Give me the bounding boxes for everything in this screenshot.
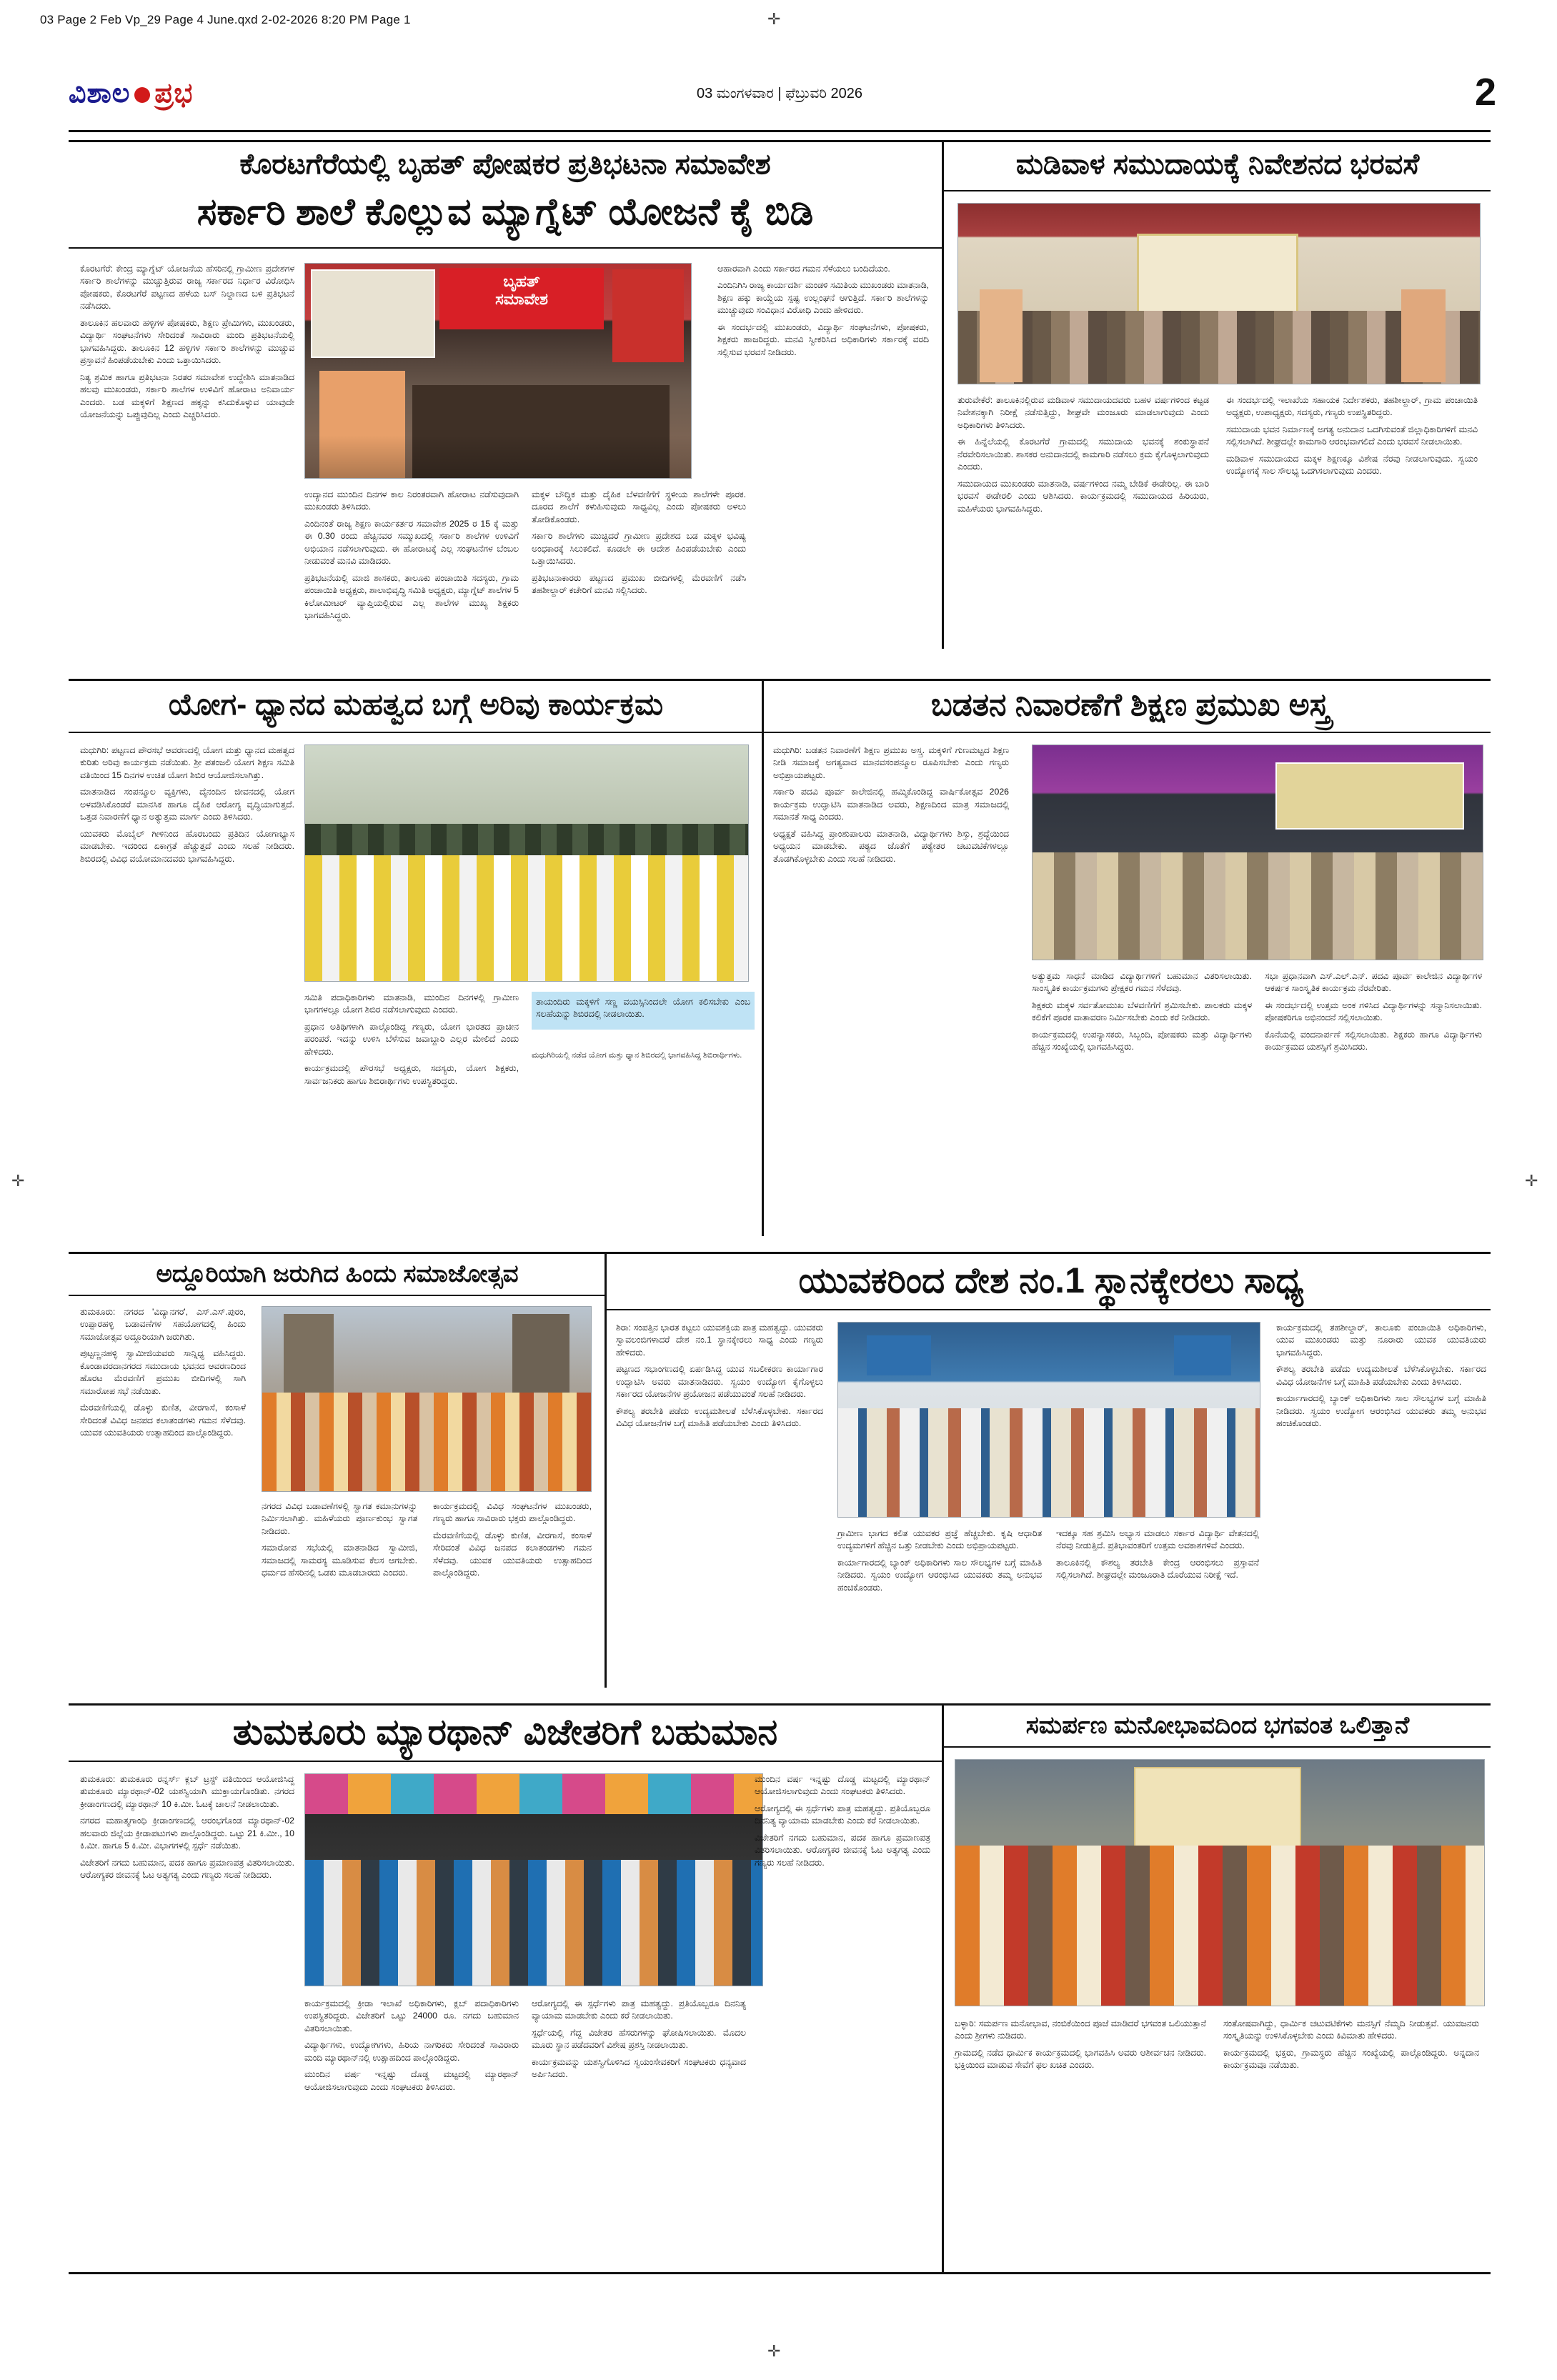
divider-top-4 bbox=[69, 1703, 1491, 1706]
a2-headline: ಮಡಿವಾಳ ಸಮುದಾಯಕ್ಕೆ ನಿವೇಶನದ ಭರವಸೆ bbox=[1015, 149, 1420, 180]
a4-c2-p2: ಶಿಕ್ಷಕರು ಮಕ್ಕಳ ಸರ್ವತೋಮುಖ ಬೆಳವಣಿಗೆಗೆ ಶ್ರಮಿಸಬೇಕು. ಪಾಲಕರು ಮಕ್ಕಳ ಕಲಿಕೆಗೆ ಪೂರಕ ವಾತಾವರಣ ನಿರ್ಮಿಸಬೇಕು ಎಂದು ಕರೆ ನೀಡಿದರು. bbox=[1032, 1000, 1252, 1023]
a2-c2-p3: ಮಡಿವಾಳ ಸಮುದಾಯದ ಮಕ್ಕಳ ಶಿಕ್ಷಣಕ್ಕೂ ವಿಶೇಷ ನೆರವು ನೀಡಲಾಗುವುದು. ಸ್ವಯಂ ಉದ್ಯೋಗಕ್ಕೆ ಸಾಲ ಸೌಲಭ್ಯ ಒದಗಿಸಲಾಗುವುದು ಎಂದರು. bbox=[1226, 453, 1478, 477]
a4-c2-p1: ಅತ್ಯುತ್ತಮ ಸಾಧನೆ ಮಾಡಿದ ವಿದ್ಯಾರ್ಥಿಗಳಿಗೆ ಬಹುಮಾನ ವಿತರಿಸಲಾಯಿತು. ಸಾಂಸ್ಕೃತಿಕ ಕಾರ್ಯಕ್ರಮಗಳು ಪ್ರೇಕ್ಷಕರ ಗಮನ ಸೆಳೆದವು. bbox=[1032, 971, 1252, 994]
a1-c2-p3: ಪ್ರತಿಭಟನೆಯಲ್ಲಿ ಮಾಜಿ ಶಾಸಕರು, ತಾಲೂಕು ಪಂಚಾಯಿತಿ ಸದಸ್ಯರು, ಗ್ರಾಮ ಪಂಚಾಯಿತಿ ಅಧ್ಯಕ್ಷರು, ಶಾಲಾಭಿವೃದ್ಧಿ ಸಮಿತಿ ಅಧ್ಯಕ್ಷರು, ಮ್ಯಾಗ್ನೆಟ್ ಶಾಲೆಗಳ 5 ಕಿಲೋಮೀಟರ್ ವ್ಯಾಪ್ತಿಯಲ್ಲಿರುವ ಎಲ್ಲ ಶಾಲೆಗಳ ಮುಖ್ಯ ಶಿಕ್ಷಕರು ಭಾಗವಹಿಸಿದ್ದರು. bbox=[304, 572, 519, 621]
registration-mark-bottom: ✛ bbox=[767, 2342, 781, 2360]
a7-c3-p3: ಕಾರ್ಯಕ್ರಮವನ್ನು ಯಶಸ್ವಿಗೊಳಿಸಿದ ಸ್ವಯಂಸೇವಕರಿಗೆ ಸಂಘಟಕರು ಧನ್ಯವಾದ ಅರ್ಪಿಸಿದರು. bbox=[532, 2056, 746, 2080]
page-number: 2 bbox=[1474, 71, 1496, 114]
divider-vertical-band4 bbox=[942, 1703, 944, 2272]
a6-column-1 bbox=[616, 1322, 823, 1435]
a6-photo bbox=[837, 1322, 1260, 1518]
a1-c1-p1: ಕೊರಟಗೆರೆ: ಕೇಂದ್ರ ಮ್ಯಾಗ್ನೆಟ್ ಯೋಜನೆಯ ಹೆಸರಿನಲ್ಲಿ ಗ್ರಾಮೀಣ ಪ್ರದೇಶಗಳ ಸರ್ಕಾರಿ ಶಾಲೆಗಳನ್ನು ಮುಚ್ಚುತ್ತಿರುವ ರಾಜ್ಯ ಸರ್ಕಾರದ ನಿರ್ಧಾರ ವಿರೋಧಿಸಿ ಪೋಷಕರು, ಕೊರಟಗೆರೆ ಪಟ್ಟಣದ ಹಳೆಯ ಬಸ್ ನಿಲ್ದಾಣದ ಬಳಿ ಪ್ರತಿಭಟನೆ ನಡೆಸಿದರು. bbox=[80, 264, 294, 312]
a5-c2-p2: ಸಮಾರೋಪ ಸಭೆಯಲ್ಲಿ ಮಾತನಾಡಿದ ಸ್ವಾಮೀಜಿ, ಸಮಾಜದಲ್ಲಿ ಸಾಮರಸ್ಯ ಮೂಡಿಸುವ ಕೆಲಸ ಆಗಬೇಕು. ಧರ್ಮದ ಹೆಸರಿನಲ್ಲಿ ಒಡಕು ಮೂಡಬಾರದು ಎಂದರು. bbox=[262, 1543, 417, 1578]
a2-c2-p1: ಈ ಸಂದರ್ಭದಲ್ಲಿ ಇಲಾಖೆಯ ಸಹಾಯಕ ನಿರ್ದೇಶಕರು, ತಹಶೀಲ್ದಾರ್, ಗ್ರಾಮ ಪಂಚಾಯಿತಿ ಅಧ್ಯಕ್ಷರು, ಉಪಾಧ್ಯಕ್ಷರು, ಸದಸ್ಯರು, ಗಣ್ಯರು ಉಪಸ್ಥಿತರಿದ್ದರು. bbox=[1226, 395, 1478, 418]
a5-column-2 bbox=[262, 1500, 417, 1584]
a4-c1-p1: ಮಧುಗಿರಿ: ಬಡತನ ನಿವಾರಣೆಗೆ ಶಿಕ್ಷಣ ಪ್ರಮುಖ ಅಸ್ತ್ರ. ಮಕ್ಕಳಿಗೆ ಗುಣಮಟ್ಟದ ಶಿಕ್ಷಣ ನೀಡಿ ಸಮಾಜಕ್ಕೆ ಅಗತ್ಯವಾದ ಮಾನವಸಂಪನ್ಮೂಲ ರೂಪಿಸಬೇಕು ಎಂದು ಗಣ್ಯರು ಅಭಿಪ್ರಾಯಪಟ್ಟರು. bbox=[773, 745, 1009, 780]
a3-c1-p2: ಮಾತನಾಡಿದ ಸಂಪನ್ಮೂಲ ವ್ಯಕ್ತಿಗಳು, ದೈನಂದಿನ ಜೀವನದಲ್ಲಿ ಯೋಗ ಅಳವಡಿಸಿಕೊಂಡರೆ ಮಾನಸಿಕ ಹಾಗೂ ದೈಹಿಕ ಆರೋಗ್ಯ ವೃದ್ಧಿಯಾಗುತ್ತದೆ. ಒತ್ತಡ ನಿವಾರಣೆಗೆ ಧ್ಯಾನ ಅತ್ಯುತ್ತಮ ಮಾರ್ಗ ಎಂದು ತಿಳಿಸಿದರು. bbox=[80, 787, 294, 822]
a7-c1-p2: ನಗರದ ಮಹಾತ್ಮಗಾಂಧಿ ಕ್ರೀಡಾಂಗಣದಲ್ಲಿ ಆರಂಭಗೊಂಡ ಮ್ಯಾರಥಾನ್-02 ಹಲವಾರು ಜಿಲ್ಲೆಯ ಕ್ರೀಡಾಪಟುಗಳು ಪಾಲ್ಗೊಂಡಿದ್ದರು. ಒಟ್ಟು 21 ಕಿ.ಮೀ., 10 ಕಿ.ಮೀ. ಹಾಗೂ 5 ಕಿ.ಮೀ. ವಿಭಾಗಗಳಲ್ಲಿ ಸ್ಪರ್ಧೆ ನಡೆಯಿತು. bbox=[80, 1816, 294, 1851]
a6-c1-p2: ಪಟ್ಟಣದ ಸಭಾಂಗಣದಲ್ಲಿ ಏರ್ಪಡಿಸಿದ್ದ ಯುವ ಸಬಲೀಕರಣ ಕಾರ್ಯಾಗಾರ ಉದ್ಘಾಟಿಸಿ ಅವರು ಮಾತನಾಡಿದರು. ಸ್ವಯಂ ಉದ್ಯೋಗ ಕೈಗೊಳ್ಳಲು ಸರ್ಕಾರದ ಯೋಜನೆಗಳ ಪ್ರಯೋಜನ ಪಡೆಯುವಂತೆ ಸಲಹೆ ನೀಡಿದರು. bbox=[616, 1364, 823, 1400]
a1-head-rule bbox=[69, 247, 942, 249]
a3-head-rule bbox=[69, 732, 762, 733]
a5-photo bbox=[262, 1306, 592, 1492]
a2-column-2 bbox=[1226, 394, 1478, 482]
a1-c3-p3: ಪ್ರತಿಭಟನಾಕಾರರು ಪಟ್ಟಣದ ಪ್ರಮುಖ ಬೀದಿಗಳಲ್ಲಿ ಮೆರವಣಿಗೆ ನಡೆಸಿ ತಹಶೀಲ್ದಾರ್ ಕಚೇರಿಗೆ ಮನವಿ ಸಲ್ಲಿಸಿದರು. bbox=[532, 572, 746, 596]
a4-c3-p1: ಸಭಾ ಪ್ರಧಾನವಾಗಿ ಎಸ್.ಎಲ್.ಎನ್. ಪದವಿ ಪೂರ್ವ ಕಾಲೇಜಿನ ವಿದ್ಯಾರ್ಥಿಗಳ ಆಕರ್ಷಕ ಸಾಂಸ್ಕೃತಿಕ ಕಾರ್ಯಕ್ರಮ ನೆರವೇರಿತು. bbox=[1265, 971, 1482, 994]
a4-c3-p3: ಕೊನೆಯಲ್ಲಿ ವಂದನಾರ್ಪಣೆ ಸಲ್ಲಿಸಲಾಯಿತು. ಶಿಕ್ಷಕರು ಹಾಗೂ ವಿದ್ಯಾರ್ಥಿಗಳು ಕಾರ್ಯಕ್ರಮದ ಯಶಸ್ಸಿಗೆ ಶ್ರಮಿಸಿದರು. bbox=[1265, 1029, 1482, 1052]
a7-c4-p2: ಆರೋಗ್ಯದಲ್ಲಿ ಈ ಸ್ಪರ್ಧೆಗಳು ಪಾತ್ರ ಮಹತ್ವದ್ದು. ಪ್ರತಿಯೊಬ್ಬರೂ ದಿನನಿತ್ಯ ವ್ಯಾಯಾಮ ಮಾಡಬೇಕು ಎಂದು ಕರೆ ನೀಡಲಾಯಿತು. bbox=[755, 1803, 930, 1826]
a7-head-rule bbox=[69, 1761, 942, 1762]
a7-c2-p2: ವಿದ್ಯಾರ್ಥಿಗಳು, ಉದ್ಯೋಗಿಗಳು, ಹಿರಿಯ ನಾಗರಿಕರು ಸೇರಿದಂತೆ ಸಾವಿರಾರು ಮಂದಿ ಮ್ಯಾರಥಾನ್‌ನಲ್ಲಿ ಉತ್ಸಾಹದಿಂದ ಪಾಲ್ಗೊಂಡಿದ್ದರು. bbox=[304, 2040, 519, 2063]
a3-photo-caption: ಮಧುಗಿರಿಯಲ್ಲಿ ನಡೆದ ಯೋಗ ಮತ್ತು ಧ್ಯಾನ ಶಿಬಿರದಲ್ಲಿ ಭಾಗವಹಿಸಿದ್ದ ಶಿಬಿರಾರ್ಥಿಗಳು. bbox=[532, 1051, 742, 1060]
a2-c2-p2: ಸಮುದಾಯ ಭವನ ನಿರ್ಮಾಣಕ್ಕೆ ಅಗತ್ಯ ಅನುದಾನ ಒದಗಿಸುವಂತೆ ಜಿಲ್ಲಾಧಿಕಾರಿಗಳಿಗೆ ಮನವಿ ಸಲ್ಲಿಸಲಾಗಿದೆ. ಶೀಘ್ರದಲ್ಲೇ ಕಾಮಗಾರಿ ಆರಂಭವಾಗಲಿದೆ ಎಂದು ಭರವಸೆ ನೀಡಲಾಯಿತು. bbox=[1226, 424, 1478, 447]
a3-c2-p3: ಕಾರ್ಯಕ್ರಮದಲ್ಲಿ ಪೌರಸಭೆ ಅಧ್ಯಕ್ಷರು, ಸದಸ್ಯರು, ಯೋಗ ಶಿಕ್ಷಕರು, ಸಾರ್ವಜನಿಕರು ಹಾಗೂ ಶಿಬಿರಾರ್ಥಿಗಳು ಉಪಸ್ಥಿತರಿದ್ದರು. bbox=[304, 1063, 519, 1086]
a4-c2-p3: ಕಾರ್ಯಕ್ರಮದಲ್ಲಿ ಉಪನ್ಯಾಸಕರು, ಸಿಬ್ಬಂದಿ, ಪೋಷಕರು ಮತ್ತು ವಿದ್ಯಾರ್ಥಿಗಳು ಹೆಚ್ಚಿನ ಸಂಖ್ಯೆಯಲ್ಲಿ ಭಾಗವಹಿಸಿದ್ದರು. bbox=[1032, 1029, 1252, 1052]
a5-headline: ಅದ್ದೂರಿಯಾಗಿ ಜರುಗಿದ ಹಿಂದು ಸಮಾಜೋತ್ಸವ bbox=[156, 1260, 519, 1288]
registration-mark-left: ✛ bbox=[11, 1172, 25, 1190]
a6-column-3 bbox=[1056, 1528, 1259, 1586]
a7-c1-p3: ವಿಜೇತರಿಗೆ ನಗದು ಬಹುಮಾನ, ಪದಕ ಹಾಗೂ ಪ್ರಮಾಣಪತ್ರ ವಿತರಿಸಲಾಯಿತು. ಆರೋಗ್ಯಕರ ಜೀವನಕ್ಕೆ ಓಟ ಅತ್ಯಗತ್ಯ ಎಂದು ಗಣ್ಯರು ಸಲಹೆ ನೀಡಿದರು. bbox=[80, 1857, 294, 1881]
a1-column-4 bbox=[717, 263, 929, 363]
a5-column-1 bbox=[80, 1306, 246, 1444]
a1-c3-p2: ಸರ್ಕಾರಿ ಶಾಲೆಗಳು ಮುಚ್ಚಿದರೆ ಗ್ರಾಮೀಣ ಪ್ರದೇಶದ ಬಡ ಮಕ್ಕಳ ಭವಿಷ್ಯ ಅಂಧಕಾರಕ್ಕೆ ಸಿಲುಕಲಿದೆ. ಕೂಡಲೇ ಈ ಆದೇಶ ಹಿಂಪಡೆಯಬೇಕು ಎಂದು ಒತ್ತಾಯಿಸಿದರು. bbox=[532, 531, 746, 567]
a1-photo: ಬೃಹತ್ ಸಮಾವೇಶ bbox=[304, 263, 692, 479]
a8-head-rule bbox=[942, 1746, 1491, 1748]
a8-c2-p2: ಕಾರ್ಯಕ್ರಮದಲ್ಲಿ ಭಕ್ತರು, ಗ್ರಾಮಸ್ಥರು ಹೆಚ್ಚಿನ ಸಂಖ್ಯೆಯಲ್ಲಿ ಪಾಲ್ಗೊಂಡಿದ್ದರು. ಅನ್ನದಾನ ಕಾರ್ಯಕ್ರಮವೂ ನಡೆಯಿತು. bbox=[1223, 2047, 1479, 2071]
a7-column-1 bbox=[80, 1773, 294, 1886]
a7-c3-p1: ಆರೋಗ್ಯದಲ್ಲಿ ಈ ಸ್ಪರ್ಧೆಗಳು ಪಾತ್ರ ಮಹತ್ವದ್ದು. ಪ್ರತಿಯೊಬ್ಬರೂ ದಿನನಿತ್ಯ ವ್ಯಾಯಾಮ ಮಾಡಬೇಕು ಎಂದು ಕರೆ ನೀಡಲಾಯಿತು. bbox=[532, 1998, 746, 2021]
a5-c1-p1: ತುಮಕೂರು: ನಗರದ 'ವಿದ್ಯಾನಗರ', ಎಸ್.ಎಸ್.ಪುರಂ, ಉಪ್ಪಾರಹಳ್ಳಿ ಬಡಾವಣೆಗಳ ಸಹಯೋಗದಲ್ಲಿ ಹಿಂದು ಸಮಾಜೋತ್ಸವ ಅದ್ದೂರಿಯಾಗಿ ಜರುಗಿತು. bbox=[80, 1307, 246, 1342]
a2-c1-p1: ತುರುವೇಕೆರೆ: ತಾಲೂಕಿನಲ್ಲಿರುವ ಮಡಿವಾಳ ಸಮುದಾಯದವರು ಬಹಳ ವರ್ಷಗಳಿಂದ ಕಟ್ಟಡ ನಿವೇಶನಕ್ಕಾಗಿ ನಿರೀಕ್ಷೆ ನಡೆಸುತ್ತಿದ್ದು, ಶೀಘ್ರವೇ ಮಂಜೂರು ಮಾಡಲಾಗುವುದು ಎಂದು ಅಧಿಕಾರಿಗಳು ತಿಳಿಸಿದರು. bbox=[957, 395, 1209, 430]
logo-dot-icon bbox=[134, 87, 150, 103]
a4-headline: ಬಡತನ ನಿವಾರಣೆಗೆ ಶಿಕ್ಷಣ ಪ್ರಮುಖ ಅಸ್ತ್ರ bbox=[930, 687, 1330, 722]
a3-c1-p1: ಮಧುಗಿರಿ: ಪಟ್ಟಣದ ಪೌರಸಭೆ ಆವರಣದಲ್ಲಿ ಯೋಗ ಮತ್ತು ಧ್ಯಾನದ ಮಹತ್ವದ ಕುರಿತು ಅರಿವು ಕಾರ್ಯಕ್ರಮ ನಡೆಯಿತು. ಶ್ರೀ ಪತಂಜಲಿ ಯೋಗ ಶಿಕ್ಷಣ ಸಮಿತಿ ವತಿಯಿಂದ 15 ದಿನಗಳ ಉಚಿತ ಯೋಗ ಶಿಬಿರ ಆಯೋಜಿಸಲಾಗಿತ್ತು. bbox=[80, 745, 294, 780]
a1-column-2 bbox=[304, 489, 519, 627]
a7-photo bbox=[304, 1773, 763, 1986]
a2-c1-p2: ಈ ಹಿನ್ನೆಲೆಯಲ್ಲಿ ಕೊರಟಗೆರೆ ಗ್ರಾಮದಲ್ಲಿ ಸಮುದಾಯ ಭವನಕ್ಕೆ ಶಂಕುಸ್ಥಾಪನೆ ನೆರವೇರಿಸಲಾಯಿತು. ಶಾಸಕರ ಅನುದಾನದಲ್ಲಿ ಕಾಮಗಾರಿ ನಡೆಸಲು ಕ್ರಮ ಕೈಗೊಳ್ಳಲಾಗುವುದು ಎಂದರು. bbox=[957, 437, 1209, 472]
a6-c1-p3: ಕೌಶಲ್ಯ ತರಬೇತಿ ಪಡೆದು ಉದ್ಯಮಶೀಲತೆ ಬೆಳೆಸಿಕೊಳ್ಳಬೇಕು. ಸರ್ಕಾರದ ವಿವಿಧ ಯೋಜನೆಗಳ ಬಗ್ಗೆ ಮಾಹಿತಿ ಪಡೆಯಬೇಕು ಎಂದು ತಿಳಿಸಿದರು. bbox=[616, 1405, 823, 1429]
a6-column-2 bbox=[837, 1528, 1042, 1598]
a6-c2-p1: ಗ್ರಾಮೀಣ ಭಾಗದ ಕಲಿತ ಯುವಕರ ಪ್ರಜ್ಞೆ ಹೆಚ್ಚಬೇಕು. ಕೃಷಿ ಆಧಾರಿತ ಉದ್ಯಮಗಳಿಗೆ ಹೆಚ್ಚಿನ ಒತ್ತು ನೀಡಬೇಕು ಎಂದು ಅಭಿಪ್ರಾಯಪಟ್ಟರು. bbox=[837, 1528, 1042, 1551]
a3-column-2 bbox=[304, 992, 519, 1092]
a8-column-2 bbox=[1223, 2018, 1479, 2076]
issue-date: 03 ಮಂಗಳವಾರ | ಫೆಬ್ರುವರಿ 2026 bbox=[696, 86, 863, 101]
a4-column-1 bbox=[773, 745, 1009, 870]
divider-vertical-band2 bbox=[762, 679, 764, 1236]
a3-photo bbox=[304, 745, 749, 982]
publication-logo bbox=[69, 79, 193, 109]
a4-photo bbox=[1032, 745, 1483, 960]
a5-c1-p3: ಮೆರವಣಿಗೆಯಲ್ಲಿ ಡೊಳ್ಳು ಕುಣಿತ, ವೀರಗಾಸೆ, ಕಂಸಾಳೆ ಸೇರಿದಂತೆ ವಿವಿಧ ಜನಪದ ಕಲಾತಂಡಗಳು ಗಮನ ಸೆಳೆದವು. ಯುವಕ ಯುವತಿಯರು ಉತ್ಸಾಹದಿಂದ ಪಾಲ್ಗೊಂಡಿದ್ದರು. bbox=[80, 1403, 246, 1438]
a1-c1-p2: ತಾಲೂಕಿನ ಹಲವಾರು ಹಳ್ಳಿಗಳ ಪೋಷಕರು, ಶಿಕ್ಷಣ ಪ್ರೇಮಿಗಳು, ಮುಖಂಡರು, ವಿದ್ಯಾರ್ಥಿ ಸಂಘಟನೆಗಳು ಸೇರಿದಂತೆ ಸಾವಿರಾರು ಮಂದಿ ಪ್ರತಿಭಟನೆಯಲ್ಲಿ ಭಾಗವಹಿಸಿದ್ದರು. ತಾಲೂಕಿನ 12 ಹಳ್ಳಿಗಳ ಸರ್ಕಾರಿ ಶಾಲೆಗಳನ್ನು ಮುಚ್ಚುವ ಪ್ರಸ್ತಾವನೆ ಹಿಂಪಡೆಯಬೇಕು ಎಂದು ಒತ್ತಾಯಿಸಿದರು. bbox=[80, 317, 294, 366]
a1-c4-p2: ಎಂದಿನಿಗಿಸಿ ರಾಜ್ಯ ಕಾರ್ಯದರ್ಶಿ ಮಂಡಳಿ ಸಮಿತಿಯ ಮುಖಂಡರು ಮಾತನಾಡಿ, ಶಿಕ್ಷಣ ಹಕ್ಕು ಕಾಯ್ದೆಯ ಸ್ಪಷ್ಟ ಉಲ್ಲಂಘನೆ ಆಗುತ್ತಿದೆ. ಸರ್ಕಾರಿ ಶಾಲೆಗಳನ್ನು ಮುಚ್ಚುವುದು ಸಂವಿಧಾನ ವಿರೋಧಿ ಎಂದು ಹೇಳಿದರು. bbox=[717, 280, 929, 316]
divider-vertical-top bbox=[942, 140, 944, 649]
a5-c3-p1: ಕಾರ್ಯಕ್ರಮದಲ್ಲಿ ವಿವಿಧ ಸಂಘಟನೆಗಳ ಮುಖಂಡರು, ಗಣ್ಯರು ಹಾಗೂ ಸಾವಿರಾರು ಭಕ್ತರು ಪಾಲ್ಗೊಂಡಿದ್ದರು. bbox=[433, 1501, 592, 1524]
divider-top-1 bbox=[69, 140, 1491, 142]
a2-photo bbox=[957, 203, 1481, 384]
a7-column-2 bbox=[304, 1998, 519, 2098]
divider-vertical-band3 bbox=[605, 1252, 607, 1688]
a6-c4-p2: ಕೌಶಲ್ಯ ತರಬೇತಿ ಪಡೆದು ಉದ್ಯಮಶೀಲತೆ ಬೆಳೆಸಿಕೊಳ್ಳಬೇಕು. ಸರ್ಕಾರದ ವಿವಿಧ ಯೋಜನೆಗಳ ಬಗ್ಗೆ ಮಾಹಿತಿ ಪಡೆಯಬೇಕು ಎಂದು ತಿಳಿಸಿದರು. bbox=[1276, 1364, 1486, 1387]
a4-column-3 bbox=[1265, 970, 1482, 1058]
a6-c4-p3: ಕಾರ್ಯಾಗಾರದಲ್ಲಿ ಬ್ಯಾಂಕ್ ಅಧಿಕಾರಿಗಳು ಸಾಲ ಸೌಲಭ್ಯಗಳ ಬಗ್ಗೆ ಮಾಹಿತಿ ನೀಡಿದರು. ಸ್ವಯಂ ಉದ್ಯೋಗ ಆರಂಭಿಸಿದ ಯುವಕರು ತಮ್ಮ ಅನುಭವ ಹಂಚಿಕೊಂಡರು. bbox=[1276, 1393, 1486, 1429]
a4-head-rule bbox=[762, 732, 1491, 733]
a6-headline: ಯುವಕರಿಂದ ದೇಶ ನಂ.1 ಸ್ಥಾನಕ್ಕೇರಲು ಸಾಧ್ಯ bbox=[798, 1260, 1304, 1300]
a4-c3-p2: ಈ ಸಂದರ್ಭದಲ್ಲಿ ಉತ್ತಮ ಅಂಕ ಗಳಿಸಿದ ವಿದ್ಯಾರ್ಥಿಗಳನ್ನು ಸನ್ಮಾನಿಸಲಾಯಿತು. ಪೋಷಕರಿಗೂ ಅಭಿನಂದನೆ ಸಲ್ಲಿಸಲಾಯಿತು. bbox=[1265, 1000, 1482, 1023]
a6-column-4 bbox=[1276, 1322, 1486, 1435]
a1-c1-p3: ನಿತ್ಯ ಶ್ರಮಿಕ ಹಾಗೂ ಪ್ರತಿಭಟನಾ ನಿರತರ ಸಮಾವೇಶ ಉದ್ದೇಶಿಸಿ ಮಾತನಾಡಿದ ಹಲವು ಮುಖಂಡರು, ಸರ್ಕಾರಿ ಶಾಲೆಗಳ ಉಳಿವಿಗೆ ಹೋರಾಟ ಅನಿವಾರ್ಯ ಎಂದರು. ಬಡ ಮಕ್ಕಳಿಗೆ ಶಿಕ್ಷಣದ ಹಕ್ಕನ್ನು ಕಸಿದುಕೊಳ್ಳುವ ಯಾವುದೇ ಯೋಜನೆಯನ್ನು ಒಪ್ಪುವುದಿಲ್ಲ ಎಂದು ಎಚ್ಚರಿಸಿದರು. bbox=[80, 372, 294, 419]
a1-kicker: ಕೊರಟಗೆರೆಯಲ್ಲಿ ಬೃಹತ್ ಪೋಷಕರ ಪ್ರತಿಭಟನಾ ಸಮಾವೇಶ bbox=[239, 149, 771, 180]
a5-c1-p2: ಪುಟ್ಟಣ್ಣನಹಳ್ಳಿ ಸ್ವಾಮೀಜಿಯವರು ಸಾನ್ನಿಧ್ಯ ವಹಿಸಿದ್ದರು. ಕೊಂಡಾವರದಾನಗರದ ಸಮುದಾಯ ಭವನದ ಆವರಣದಿಂದ ಹೊರಟ ಮೆರವಣಿಗೆ ಪ್ರಮುಖ ಬೀದಿಗಳಲ್ಲಿ ಸಾಗಿ ಸಮಾರೋಪ ಸಭೆ ನಡೆಯಿತು. bbox=[80, 1348, 246, 1396]
a3-c2-p1: ಸಮಿತಿ ಪದಾಧಿಕಾರಿಗಳು ಮಾತನಾಡಿ, ಮುಂದಿನ ದಿನಗಳಲ್ಲಿ ಗ್ರಾಮೀಣ ಭಾಗಗಳಲ್ಲೂ ಯೋಗ ಶಿಬಿರ ನಡೆಸಲಾಗುವುದು ಎಂದರು. bbox=[304, 992, 519, 1015]
a1-column-1 bbox=[80, 263, 294, 425]
a4-c1-p2: ಸರ್ಕಾರಿ ಪದವಿ ಪೂರ್ವ ಕಾಲೇಜಿನಲ್ಲಿ ಹಮ್ಮಿಕೊಂಡಿದ್ದ ವಾರ್ಷಿಕೋತ್ಸವ 2026 ಕಾರ್ಯಕ್ರಮ ಉದ್ಘಾಟಿಸಿ ಮಾತನಾಡಿದ ಅವರು, ಶಿಕ್ಷಣದಿಂದ ಮಾತ್ರ ಸಮಾಜದಲ್ಲಿ ಸಮಾನತೆ ಸಾಧ್ಯ ಎಂದರು. bbox=[773, 787, 1009, 822]
a6-c2-p2: ಕಾರ್ಯಾಗಾರದಲ್ಲಿ ಬ್ಯಾಂಕ್ ಅಧಿಕಾರಿಗಳು ಸಾಲ ಸೌಲಭ್ಯಗಳ ಬಗ್ಗೆ ಮಾಹಿತಿ ನೀಡಿದರು. ಸ್ವಯಂ ಉದ್ಯೋಗ ಆರಂಭಿಸಿದ ಯುವಕರು ತಮ್ಮ ಅನುಭವ ಹಂಚಿಕೊಂಡರು. bbox=[837, 1557, 1042, 1593]
a1-column-3 bbox=[532, 489, 746, 602]
a5-c2-p1: ನಗರದ ವಿವಿಧ ಬಡಾವಣೆಗಳಲ್ಲಿ ಸ್ವಾಗತ ಕಮಾನುಗಳನ್ನು ನಿರ್ಮಿಸಲಾಗಿತ್ತು. ಮಹಿಳೆಯರು ಪೂರ್ಣಕುಂಭ ಸ್ವಾಗತ ನೀಡಿದರು. bbox=[262, 1501, 417, 1536]
a3-c2-p2: ಪ್ರಧಾನ ಅತಿಥಿಗಳಾಗಿ ಪಾಲ್ಗೊಂಡಿದ್ದ ಗಣ್ಯರು, ಯೋಗ ಭಾರತದ ಪ್ರಾಚೀನ ಪರಂಪರೆ. ಇದನ್ನು ಉಳಿಸಿ ಬೆಳೆಸುವ ಜವಾಬ್ದಾರಿ ಎಲ್ಲರ ಮೇಲಿದೆ ಎಂದು ಹೇಳಿದರು. bbox=[304, 1021, 519, 1057]
divider-top-2 bbox=[69, 679, 1491, 681]
a5-column-3 bbox=[433, 1500, 592, 1584]
divider-bottom bbox=[69, 2272, 1491, 2274]
masthead bbox=[69, 71, 1496, 132]
a7-c3-p2: ಸ್ಪರ್ಧೆಯಲ್ಲಿ ಗೆದ್ದ ವಿಜೇತರ ಹೆಸರುಗಳನ್ನು ಘೋಷಿಸಲಾಯಿತು. ಮೊದಲ ಮೂರು ಸ್ಥಾನ ಪಡೆದವರಿಗೆ ವಿಶೇಷ ಪ್ರಶಸ್ತಿ ನೀಡಲಾಯಿತು. bbox=[532, 2027, 746, 2051]
a1-c2-p1: ಉದ್ಯಾನದ ಮುಂದಿನ ದಿನಗಳ ಕಾಲ ನಿರಂತರವಾಗಿ ಹೋರಾಟ ನಡೆಸುವುದಾಗಿ ಮುಖಂಡರು ತಿಳಿಸಿದರು. bbox=[304, 489, 519, 512]
a2-head-rule bbox=[942, 190, 1491, 191]
a6-head-rule bbox=[605, 1309, 1491, 1310]
a8-c1-p1: ಬಳ್ಳಾರಿ: ಸಮರ್ಪಣ ಮನೋಭಾವ, ನಂಬಿಕೆಯಿಂದ ಪೂಜೆ ಮಾಡಿದರೆ ಭಗವಂತ ಒಲಿಯುತ್ತಾನೆ ಎಂದು ಶ್ರೀಗಳು ನುಡಿದರು. bbox=[955, 2018, 1206, 2041]
a4-column-2 bbox=[1032, 970, 1252, 1058]
a8-headline: ಸಮರ್ಪಣ ಮನೋಭಾವದಿಂದ ಭಗವಂತ ಒಲಿತ್ತಾನೆ bbox=[1025, 1712, 1410, 1739]
a8-c2-p1: ಸಂತೋಷವಾಗಿದ್ದು, ಧಾರ್ಮಿಕ ಚಟುವಟಿಕೆಗಳು ಮನಸ್ಸಿಗೆ ನೆಮ್ಮದಿ ನೀಡುತ್ತವೆ. ಯುವಜನರು ಸಂಸ್ಕೃತಿಯನ್ನು ಉಳಿಸಿಕೊಳ್ಳಬೇಕು ಎಂದು ಕಿವಿಮಾತು ಹೇಳಿದರು. bbox=[1223, 2018, 1479, 2041]
a3-c1-p3: ಯುವಕರು ಮೊಬೈಲ್ ಗೀಳಿನಿಂದ ಹೊರಬಂದು ಪ್ರತಿದಿನ ಯೋಗಾಭ್ಯಾಸ ಮಾಡಬೇಕು. ಇದರಿಂದ ಏಕಾಗ್ರತೆ ಹೆಚ್ಚುತ್ತದೆ ಎಂದು ಸಲಹೆ ನೀಡಿದರು. ಶಿಬಿರದಲ್ಲಿ ವಿವಿಧ ವಯೋಮಾನದವರು ಭಾಗವಹಿಸಿದ್ದರು. bbox=[80, 828, 294, 864]
a7-headline: ತುಮಕೂರು ಮ್ಯಾರಥಾನ್ ವಿಜೇತರಿಗೆ ಬಹುಮಾನ bbox=[232, 1712, 778, 1752]
a5-head-rule bbox=[69, 1295, 605, 1296]
a1-c4-p1: ಆಹಾರವಾಗಿ ಎಂದು ಸರ್ಕಾರದ ಗಮನ ಸೆಳೆಯಲು ಬಂದಿದೆಯಂ. bbox=[717, 264, 890, 274]
logo-text-right: ಪ್ರಭ bbox=[154, 79, 194, 109]
a7-c2-p3: ಮುಂದಿನ ವರ್ಷ ಇನ್ನಷ್ಟು ದೊಡ್ಡ ಮಟ್ಟದಲ್ಲಿ ಮ್ಯಾರಥಾನ್ ಆಯೋಜಿಸಲಾಗುವುದು ಎಂದು ಸಂಘಟಕರು ತಿಳಿಸಿದರು. bbox=[304, 2069, 519, 2092]
a6-c4-p1: ಕಾರ್ಯಕ್ರಮದಲ್ಲಿ ತಹಶೀಲ್ದಾರ್, ತಾಲೂಕು ಪಂಚಾಯಿತಿ ಅಧಿಕಾರಿಗಳು, ಯುವ ಮುಖಂಡರು ಮತ್ತು ನೂರಾರು ಯುವಕ ಯುವತಿಯರು ಭಾಗವಹಿಸಿದ್ದರು. bbox=[1276, 1323, 1486, 1358]
divider-top-3 bbox=[69, 1252, 1491, 1254]
a3-column-1 bbox=[80, 745, 294, 870]
a3-highlight-text: ತಾಯಂದಿರು ಮಕ್ಕಳಿಗೆ ಸಣ್ಣ ವಯಸ್ಸಿನಿಂದಲೇ ಯೋಗ ಕಲಿಸಬೇಕು ಎಂಬ ಸಲಹೆಯನ್ನು ಶಿಬಿರದಲ್ಲಿ ನೀಡಲಾಯಿತು. bbox=[536, 997, 750, 1020]
a6-c1-p1: ಶಿರಾ: ಸಂಪತ್ತಿನ ಭಾರತ ಕಟ್ಟಲು ಯುವಶಕ್ತಿಯ ಪಾತ್ರ ಮಹತ್ವದ್ದು. ಯುವಕರು ಸ್ವಾವಲಂಬಿಗಳಾದರೆ ದೇಶ ನಂ.1 ಸ್ಥಾನಕ್ಕೇರಲು ಸಾಧ್ಯ ಎಂದು ಗಣ್ಯರು ಹೇಳಿದರು. bbox=[616, 1323, 823, 1358]
a8-photo bbox=[955, 1759, 1485, 2006]
a1-c4-p3: ಈ ಸಂದರ್ಭದಲ್ಲಿ ಮುಖಂಡರು, ವಿದ್ಯಾರ್ಥಿ ಸಂಘಟನೆಗಳು, ಪೋಷಕರು, ಶಿಕ್ಷಕರು ಹಾಜರಿದ್ದರು. ಮನವಿ ಸ್ವೀಕರಿಸಿದ ಅಧಿಕಾರಿಗಳು ಸರ್ಕಾರಕ್ಕೆ ವರದಿ ಸಲ್ಲಿಸುವ ಭರವಸೆ ನೀಡಿದರು. bbox=[717, 322, 929, 357]
a1-c2-p2: ಎಂದಿನಂತೆ ರಾಜ್ಯ ಶಿಕ್ಷಣ ಕಾರ್ಯಕರ್ತರ ಸಮಾವೇಶ 2025 ರ 15 ಕ್ಕೆ ಮತ್ತು ಈ 0.30 ರಂದು ಹೆಚ್ಚಿನವರ ಸಮ್ಮುಖದಲ್ಲಿ ಸರ್ಕಾರಿ ಶಾಲೆಗಳ ಉಳಿವಿಗೆ ಅಭಿಯಾನ ನಡೆಸಲಾಗುವುದು. ಈ ಹೋರಾಟಕ್ಕೆ ಎಲ್ಲ ಸಂಘಟನೆಗಳ ಬೆಂಬಲ ನೀಡುವಂತೆ ಮನವಿ ಮಾಡಿದರು. bbox=[304, 518, 519, 567]
a1-headline: ಸರ್ಕಾರಿ ಶಾಲೆ ಕೊಲ್ಲುವ ಮ್ಯಾಗ್ನೆಟ್ ಯೋಜನೆ ಕೈ ಬಿಡಿ bbox=[197, 191, 814, 233]
a2-c1-p3: ಸಮುದಾಯದ ಮುಖಂಡರು ಮಾತನಾಡಿ, ವರ್ಷಗಳಿಂದ ನಮ್ಮ ಬೇಡಿಕೆ ಈಡೇರಿಲ್ಲ. ಈ ಬಾರಿ ಭರವಸೆ ಈಡೇರಲಿ ಎಂದು ಆಶಿಸಿದರು. ಕಾರ್ಯಕ್ರಮದಲ್ಲಿ ಸಮುದಾಯದ ಹಿರಿಯರು, ಮಹಿಳೆಯರು ಭಾಗವಹಿಸಿದ್ದರು. bbox=[957, 478, 1209, 514]
a5-c3-p2: ಮೆರವಣಿಗೆಯಲ್ಲಿ ಡೊಳ್ಳು ಕುಣಿತ, ವೀರಗಾಸೆ, ಕಂಸಾಳೆ ಸೇರಿದಂತೆ ವಿವಿಧ ಜನಪದ ಕಲಾತಂಡಗಳು ಗಮನ ಸೆಳೆದವು. ಯುವಕ ಯುವತಿಯರು ಉತ್ಸಾಹದಿಂದ ಪಾಲ್ಗೊಂಡಿದ್ದರು. bbox=[433, 1530, 592, 1578]
registration-mark-top: ✛ bbox=[767, 10, 781, 28]
a7-c4-p3: ವಿಜೇತರಿಗೆ ನಗದು ಬಹುಮಾನ, ಪದಕ ಹಾಗೂ ಪ್ರಮಾಣಪತ್ರ ವಿತರಿಸಲಾಯಿತು. ಆರೋಗ್ಯಕರ ಜೀವನಕ್ಕೆ ಓಟ ಅತ್ಯಗತ್ಯ ಎಂದು ಗಣ್ಯರು ಸಲಹೆ ನೀಡಿದರು. bbox=[755, 1832, 930, 1868]
a7-c2-p1: ಕಾರ್ಯಕ್ರಮದಲ್ಲಿ ಕ್ರೀಡಾ ಇಲಾಖೆ ಅಧಿಕಾರಿಗಳು, ಕ್ಲಬ್ ಪದಾಧಿಕಾರಿಗಳು ಉಪಸ್ಥಿತರಿದ್ದರು. ವಿಜೇತರಿಗೆ ಒಟ್ಟು 24000 ರೂ. ನಗದು ಬಹುಮಾನ ವಿತರಿಸಲಾಯಿತು. bbox=[304, 1998, 519, 2033]
a4-c1-p3: ಅಧ್ಯಕ್ಷತೆ ವಹಿಸಿದ್ದ ಪ್ರಾಂಶುಪಾಲರು ಮಾತನಾಡಿ, ವಿದ್ಯಾರ್ಥಿಗಳು ಶಿಸ್ತು, ಶ್ರದ್ಧೆಯಿಂದ ಅಧ್ಯಯನ ಮಾಡಬೇಕು. ಪಠ್ಯದ ಜೊತೆಗೆ ಪಠ್ಯೇತರ ಚಟುವಟಿಕೆಗಳಲ್ಲೂ ತೊಡಗಿಕೊಳ್ಳಬೇಕು ಎಂದು ಸಲಹೆ ನೀಡಿದರು. bbox=[773, 828, 1009, 864]
logo-text-left: ವಿಶಾಲ bbox=[69, 79, 131, 109]
a7-c1-p1: ತುಮಕೂರು: ತುಮಕೂರು ರನ್ನರ್ಸ್ ಕ್ಲಬ್ ಟ್ರಸ್ಟ್ ವತಿಯಿಂದ ಆಯೋಜಿಸಿದ್ದ ತುಮಕೂರು ಮ್ಯಾರಥಾನ್-02 ಯಶಸ್ವಿಯಾಗಿ ಮುಕ್ತಾಯಗೊಂಡಿತು. ನಗರದ ಕ್ರೀಡಾಂಗಣದಲ್ಲಿ ಮ್ಯಾರಥಾನ್ 10 ಕಿ.ಮೀ. ಓಟಕ್ಕೆ ಚಾಲನೆ ನೀಡಲಾಯಿತು. bbox=[80, 1774, 294, 1809]
a1-c3-p1: ಮಕ್ಕಳ ಬೌದ್ಧಿಕ ಮತ್ತು ದೈಹಿಕ ಬೆಳವಣಿಗೆಗೆ ಸ್ಥಳೀಯ ಶಾಲೆಗಳೇ ಪೂರಕ. ದೂರದ ಶಾಲೆಗೆ ಕಳುಹಿಸುವುದು ಸಾಧ್ಯವಿಲ್ಲ ಎಂದು ಪೋಷಕರು ಅಳಲು ತೋಡಿಕೊಂಡರು. bbox=[532, 489, 746, 524]
a3-headline: ಯೋಗ- ಧ್ಯಾನದ ಮಹತ್ವದ ಬಗ್ಗೆ ಅರಿವು ಕಾರ್ಯಕ್ರಮ bbox=[168, 687, 664, 721]
a6-c3-p1: ಇದಕ್ಕೂ ಸಹ ಶ್ರಮಿಸಿ ಅಭ್ಯಾಸ ಮಾಡಲು ಸರ್ಕಾರ ವಿದ್ಯಾರ್ಥಿ ವೇತನದಲ್ಲಿ ನೆರವು ನೀಡುತ್ತಿದೆ. ಪ್ರತಿಭಾವಂತರಿಗೆ ಉತ್ತಮ ಅವಕಾಶಗಳಿವೆ ಎಂದರು. bbox=[1056, 1528, 1259, 1551]
a7-column-4 bbox=[755, 1773, 930, 1873]
a7-c4-p1: ಮುಂದಿನ ವರ್ಷ ಇನ್ನಷ್ಟು ದೊಡ್ಡ ಮಟ್ಟದಲ್ಲಿ ಮ್ಯಾರಥಾನ್ ಆಯೋಜಿಸಲಾಗುವುದು ಎಂದು ಸಂಘಟಕರು ತಿಳಿಸಿದರು. bbox=[755, 1774, 930, 1797]
a8-c1-p2: ಗ್ರಾಮದಲ್ಲಿ ನಡೆದ ಧಾರ್ಮಿಕ ಕಾರ್ಯಕ್ರಮದಲ್ಲಿ ಭಾಗವಹಿಸಿ ಅವರು ಆಶೀರ್ವಚನ ನೀಡಿದರು. ಭಕ್ತಿಯಿಂದ ಮಾಡುವ ಸೇವೆಗೆ ಫಲ ಖಚಿತ ಎಂದರು. bbox=[955, 2047, 1206, 2071]
a2-column-1 bbox=[957, 394, 1209, 519]
a7-column-3 bbox=[532, 1998, 746, 2086]
a6-c3-p2: ತಾಲೂಕಿನಲ್ಲಿ ಕೌಶಲ್ಯ ತರಬೇತಿ ಕೇಂದ್ರ ಆರಂಭಿಸಲು ಪ್ರಸ್ತಾವನೆ ಸಲ್ಲಿಸಲಾಗಿದೆ. ಶೀಘ್ರದಲ್ಲೇ ಮಂಜೂರಾತಿ ದೊರೆಯುವ ನಿರೀಕ್ಷೆ ಇದೆ. bbox=[1056, 1557, 1259, 1580]
a8-column-1 bbox=[955, 2018, 1206, 2076]
registration-mark-right: ✛ bbox=[1525, 1172, 1538, 1190]
a3-highlight-box bbox=[532, 992, 755, 1030]
print-slug: 03 Page 2 Feb Vp_29 Page 4 June.qxd 2-02-2026 8:20 PM Page 1 bbox=[40, 13, 411, 26]
